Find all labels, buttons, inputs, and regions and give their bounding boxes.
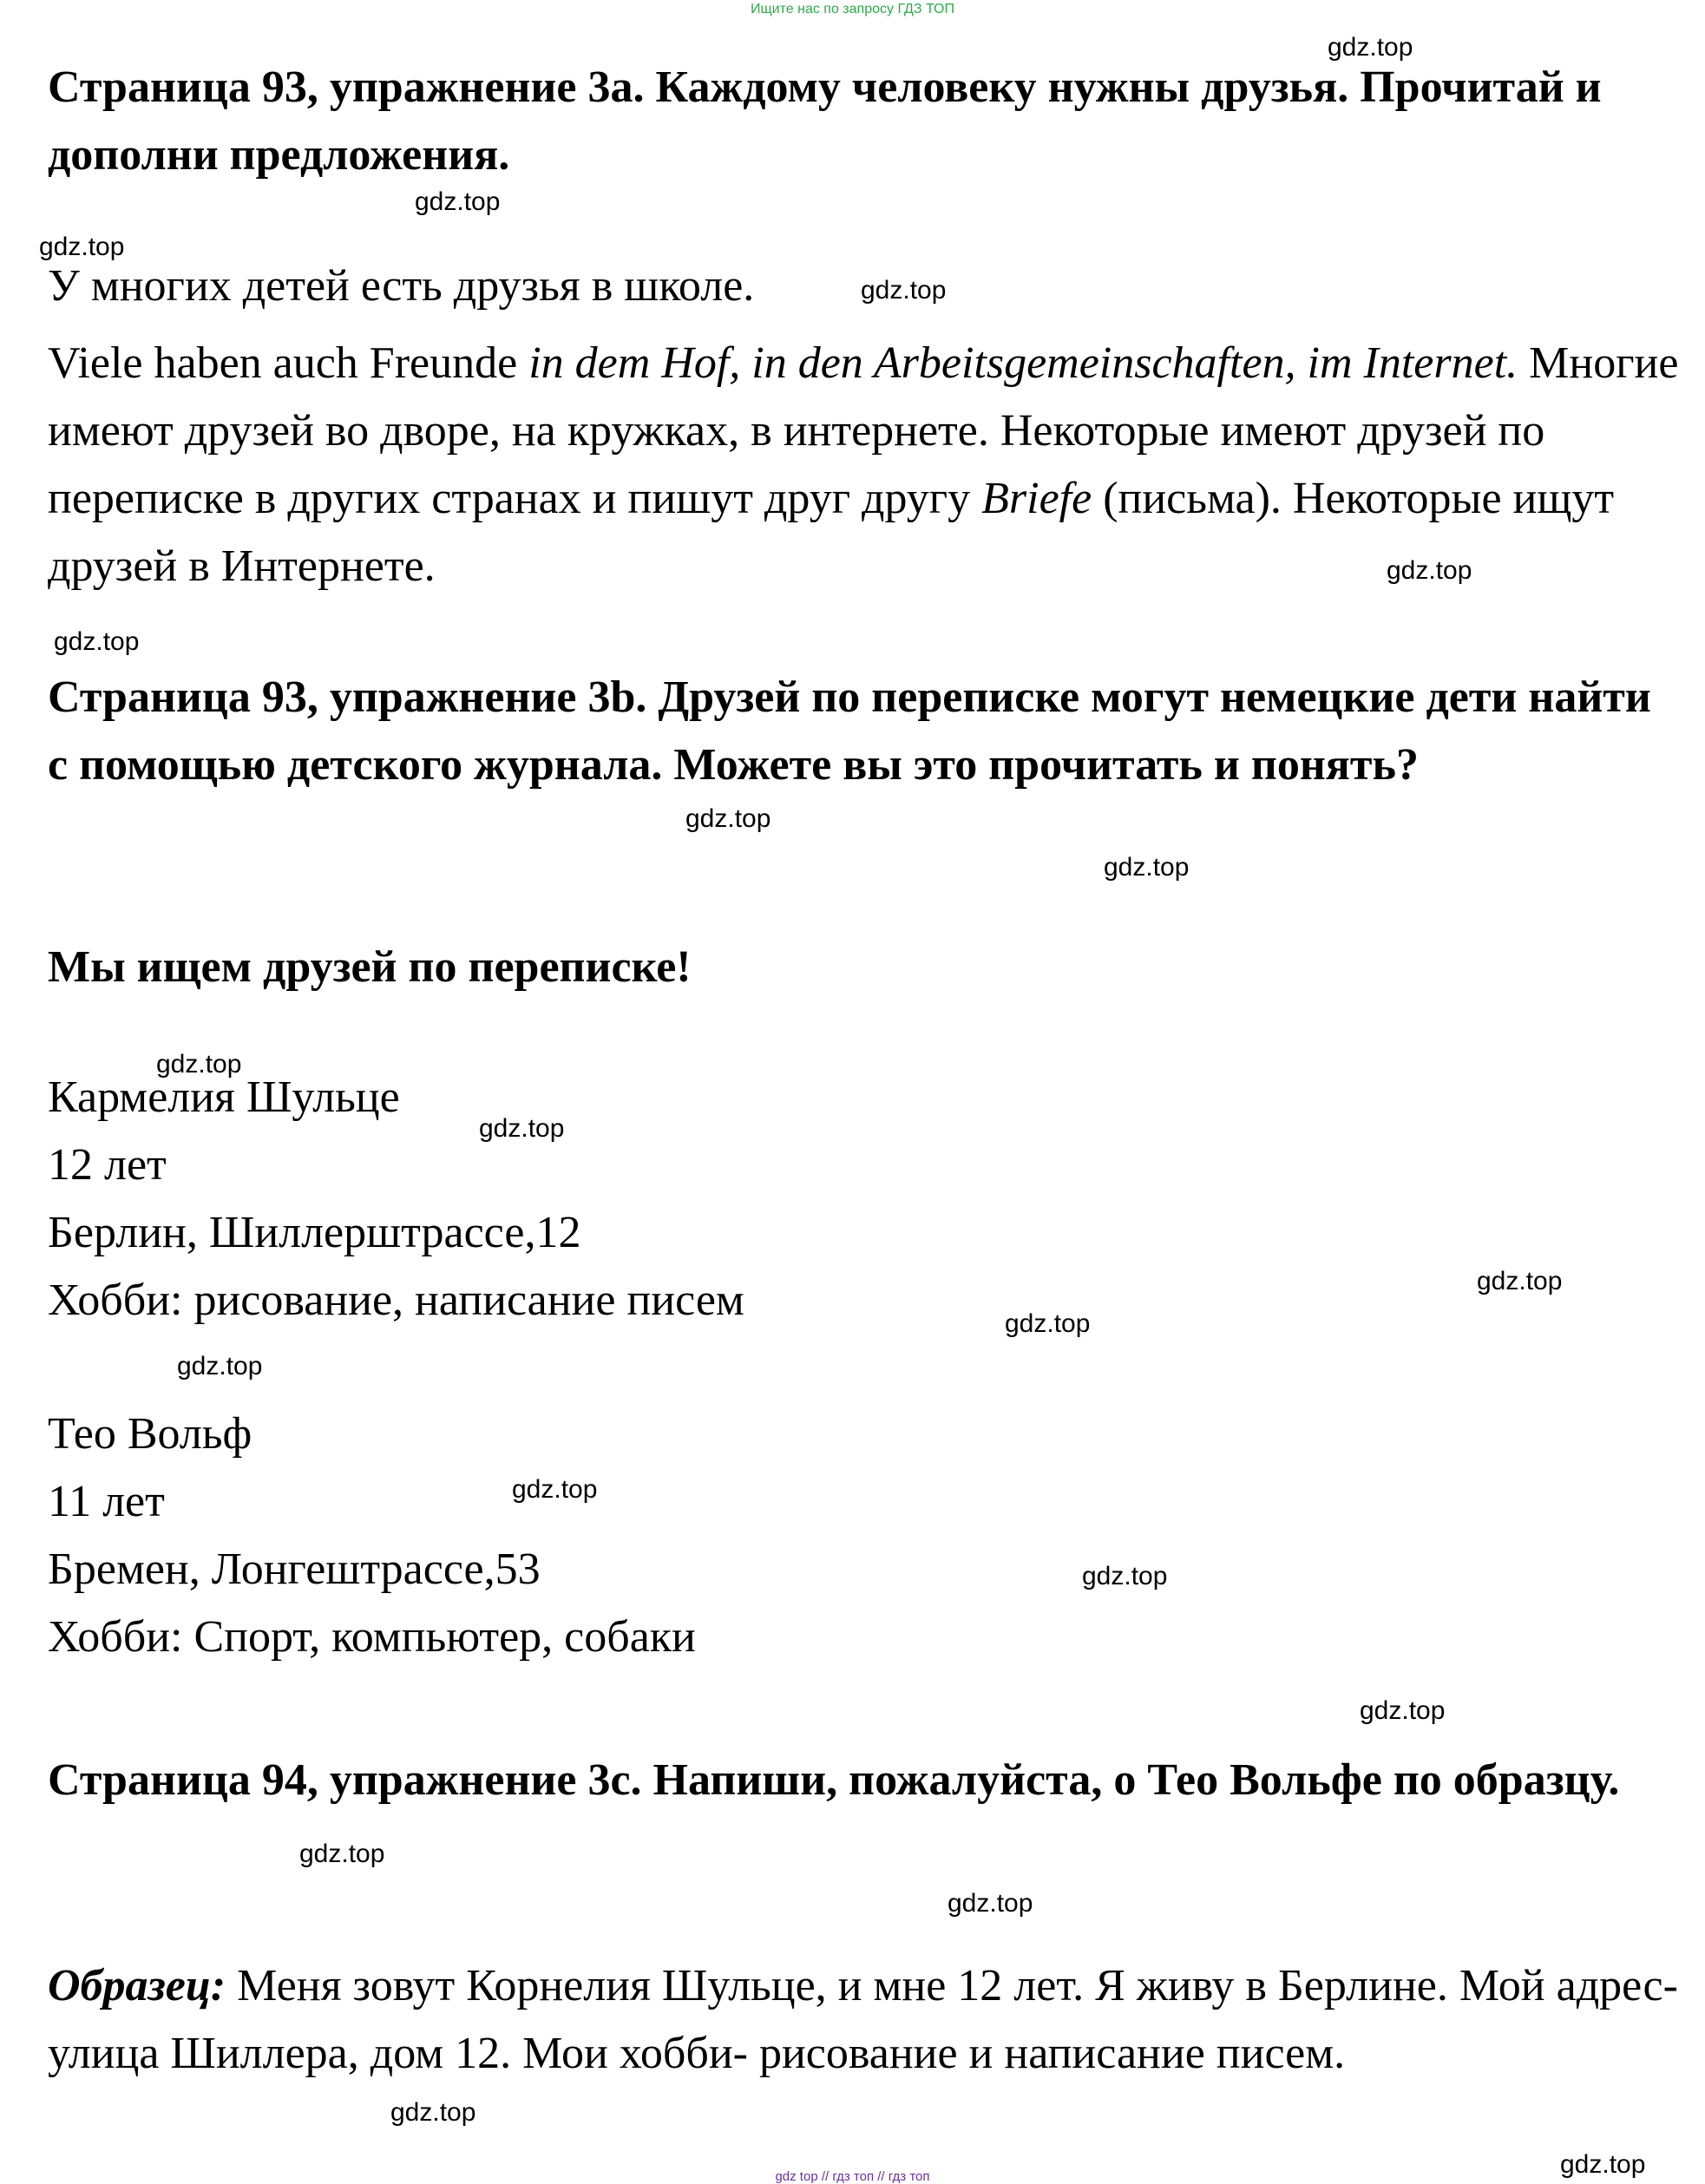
watermark: gdz.top: [54, 627, 140, 656]
watermark: gdz.top: [1360, 1696, 1446, 1725]
watermark: gdz.top: [39, 233, 125, 261]
watermark: gdz.top: [1104, 853, 1190, 882]
exercise-3a-line-3-italic: Briefe: [981, 474, 1092, 523]
watermark: gdz.top: [1387, 556, 1472, 585]
watermark: gdz.top: [1005, 1309, 1091, 1338]
watermark: gdz.top: [861, 276, 947, 305]
watermark: gdz.top: [479, 1114, 565, 1143]
watermark: gdz.top: [1328, 33, 1413, 62]
watermark: gdz.top: [415, 187, 501, 216]
person-2-hobbies: Хобби: Спорт, компьютер, собаки: [48, 1612, 696, 1662]
footer-note: gdz top // гдз топ // гдз топ: [775, 2169, 930, 2184]
watermark: gdz.top: [948, 1889, 1033, 1918]
exercise-3c-heading: Страница 94, упражнение 3c. Напиши, пожалуйста, о Тео Вольфе по образцу.: [48, 1755, 1620, 1805]
watermark: gdz.top: [299, 1840, 385, 1868]
watermark: gdz.top: [1477, 1267, 1563, 1295]
exercise-3a-line-3c: (письма). Некоторые ищут друзей в Интернете.: [48, 474, 1615, 591]
exercise-3a-line-1: У многих детей есть друзья в школе.: [48, 261, 755, 311]
watermark: gdz.top: [1560, 2150, 1646, 2179]
person-1-name: Кармелия Шульце: [48, 1072, 400, 1122]
exercise-3a-line-2a: Viele haben auch Freunde: [48, 338, 529, 388]
person-1-address: Берлин, Шиллерштрассе,12: [48, 1208, 581, 1257]
exercise-3a-line-3a: Некоторые имеют друзей по переписке в других странах и пишут друг другу: [48, 406, 1545, 523]
sample-label: Образец:: [48, 1961, 226, 2010]
exercise-3a-line-2-italic: in dem Hof, in den Arbeitsgemeinschaften, im Internet.: [528, 338, 1518, 388]
exercise-3a-line-2c: Многие имеют друзей во дворе, на кружках, в интернете.: [48, 338, 1679, 456]
watermark: gdz.top: [156, 1050, 242, 1079]
person-1-hobbies: Хобби: рисование, написание писем: [48, 1276, 744, 1325]
sample-text: Меня зовут Корнелия Шульце, и мне 12 лет. Я живу в Берлине. Мой адрес- улица Шиллера, дом 12. Мои хобби- рисование и написание писем.: [48, 1961, 1678, 2078]
watermark: gdz.top: [512, 1475, 598, 1504]
watermark: gdz.top: [390, 2098, 476, 2127]
person-2-address: Бремен, Лонгештрассе,53: [48, 1545, 541, 1594]
exercise-3b-subheading: Мы ищем друзей по переписке!: [48, 942, 692, 992]
watermark: gdz.top: [177, 1352, 263, 1381]
person-2-name: Тео Вольф: [48, 1409, 252, 1459]
person-2-age: 11 лет: [48, 1477, 165, 1526]
exercise-3b-heading: Страница 93, упражнение 3b. Друзей по переписке могут немецкие дети найти с помощью детского журнала. Можете вы это прочитать и понять?: [48, 672, 1651, 790]
header-note: Ищите нас по запросу ГДЗ ТОП: [751, 2, 954, 16]
person-1-age: 12 лет: [48, 1140, 167, 1190]
watermark: gdz.top: [1082, 1562, 1168, 1590]
watermark: gdz.top: [685, 804, 771, 833]
exercise-3c-sample: [48, 1952, 1679, 2088]
exercise-3a-heading: Страница 93, упражнение 3a. Каждому человеку нужны друзья. Прочитай и дополни предложения.: [48, 62, 1602, 180]
